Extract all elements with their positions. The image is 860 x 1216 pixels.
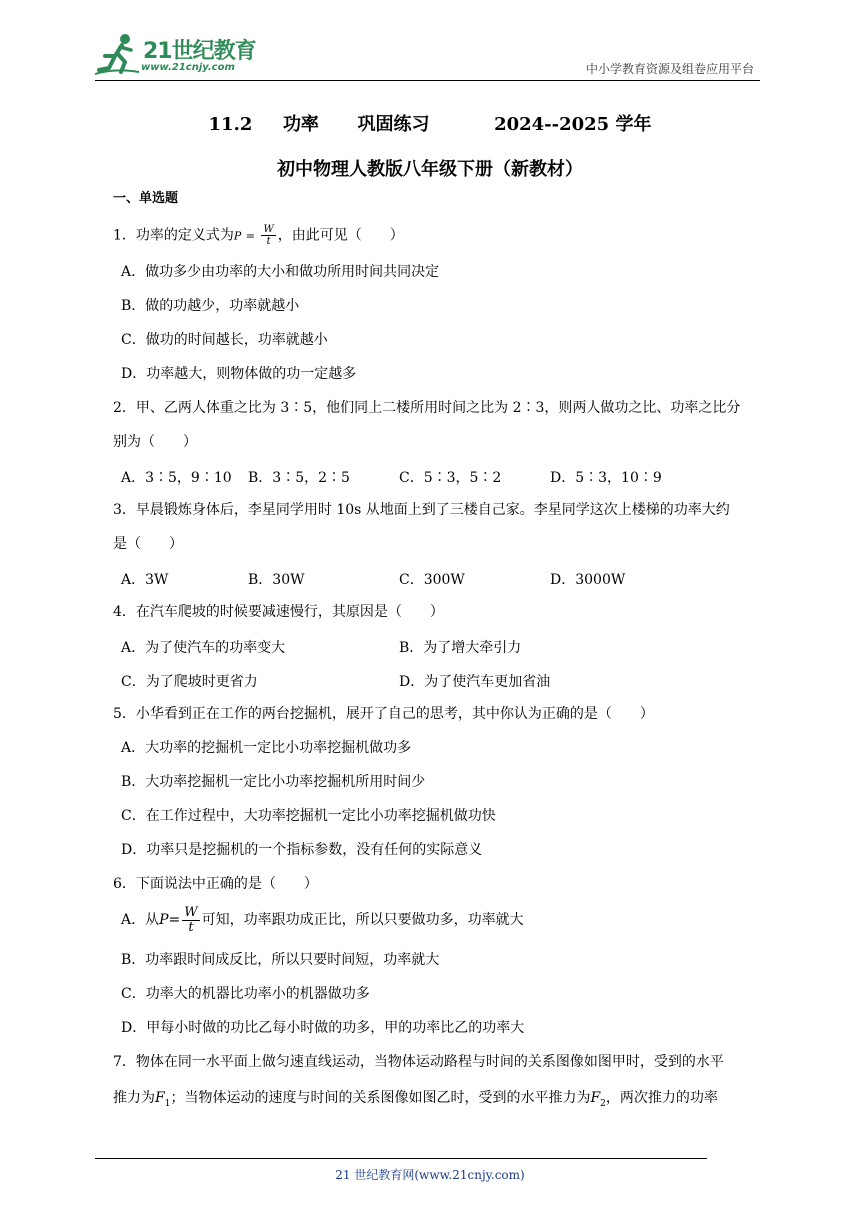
- q3-option-c: C．300W: [399, 572, 465, 588]
- q2-option-c: C．5∶3，5∶2: [399, 470, 502, 486]
- q6-option-a-prefix: A．从: [121, 912, 160, 928]
- question-2-line1: 2．甲、乙两人体重之比为 3∶5，他们同上二楼所用时间之比为 2∶3，则两人做功之比、功率之比分: [113, 400, 741, 416]
- question-6-stem: 6．下面说法中正确的是（ ）: [113, 876, 318, 892]
- q1-option-a: A．做功多少由功率的大小和做功所用时间共同决定: [121, 264, 440, 280]
- question-1-stem: [113, 224, 404, 247]
- q3-option-d: D．3000W: [550, 572, 626, 588]
- q6-option-a: [121, 905, 524, 935]
- page-header: [95, 30, 760, 81]
- logo-url: www.21cnjy.com: [141, 62, 235, 73]
- q7-f2-sub: 2: [600, 1098, 606, 1109]
- q1-option-d: D．功率越大，则物体做的功一定越多: [121, 366, 357, 382]
- q7-text-a: 推力为: [113, 1090, 155, 1106]
- q6-option-a-text: 可知，功率跟功成正比，所以只要做功多，功率就大: [201, 912, 524, 928]
- q6-fraction-den: t: [188, 919, 194, 935]
- q1-fraction-num: W: [263, 224, 274, 235]
- q5-option-c: C．在工作过程中，大功率挖掘机一定比小功率挖掘机做功快: [121, 808, 496, 824]
- q5-option-b: B．大功率挖掘机一定比小功率挖掘机所用时间少: [121, 774, 426, 790]
- runner-logo-icon: [95, 32, 141, 76]
- q2-option-d: D．5∶3，10∶9: [550, 470, 662, 486]
- q1-fraction-den: t: [266, 236, 271, 247]
- q1-option-c: C．做功的时间越长，功率就越小: [121, 332, 328, 348]
- q4-option-b: B．为了增大牵引力: [399, 640, 522, 656]
- question-2-line2: 别为（ ）: [113, 434, 197, 450]
- question-5-stem: 5．小华看到正在工作的两台挖掘机，展开了自己的思考，其中你认为正确的是（ ）: [113, 706, 654, 722]
- q7-text-c: ，两次推力的功率: [605, 1090, 718, 1106]
- q4-option-c: C．为了爬坡时更省力: [121, 674, 258, 690]
- q6-option-c: C．功率大的机器比功率小的机器做功多: [121, 986, 370, 1002]
- q2-option-b: B．3∶5，2∶5: [248, 470, 350, 486]
- q7-f2: F: [590, 1090, 601, 1106]
- title-code: 11.2: [208, 114, 253, 135]
- q4-option-a: A．为了使汽车的功率变大: [121, 640, 286, 656]
- section-heading: 一、单选题: [113, 191, 179, 206]
- q3-option-a: A．3W: [121, 572, 169, 588]
- logo: [95, 32, 270, 76]
- q6-formula-fraction: [182, 906, 199, 935]
- q3-option-b: B．30W: [248, 572, 305, 588]
- q5-option-d: D．功率只是挖掘机的一个指标参数，没有任何的实际意义: [121, 842, 483, 858]
- q6-formula-eq: =: [168, 912, 181, 928]
- q6-fraction-num: W: [184, 904, 198, 920]
- q4-option-d: D．为了使汽车更加省油: [399, 674, 551, 690]
- q6-option-b: B．功率跟时间成反比，所以只要时间短，功率就大: [121, 952, 440, 968]
- question-4-stem: 4．在汽车爬坡的时候要减速慢行，其原因是（ ）: [113, 604, 444, 620]
- q7-f1-sub: 1: [164, 1098, 171, 1109]
- platform-name: 中小学教育资源及组卷应用平台: [585, 62, 754, 76]
- page-title: [0, 110, 860, 136]
- q2-option-a: A．3∶5，9∶10: [121, 470, 232, 486]
- q5-option-a: A．大功率的挖掘机一定比小功率挖掘机做功多: [121, 740, 412, 756]
- q1-option-b: B．做的功越少，功率就越小: [121, 298, 300, 314]
- question-7-line1: 7．物体在同一水平面上做匀速直线运动，当物体运动路程与时间的关系图像如图甲时，受到的水平: [113, 1054, 724, 1070]
- q1-stem-end: ，由此可见（ ）: [277, 227, 404, 244]
- question-3-line1: 3．早晨锻炼身体后，李星同学用时 10s 从地面上到了三楼自己家。李星同学这次上楼梯的功率大约: [113, 502, 730, 518]
- q1-formula-p: P: [233, 229, 242, 243]
- q1-formula-fraction: [261, 224, 275, 247]
- page-subtitle: 初中物理人教版八年级下册（新教材）: [277, 159, 583, 180]
- q1-formula-eq: =: [245, 229, 255, 243]
- q7-text-b: ；当物体运动的速度与时间的关系图像如图乙时，受到的水平推力为: [170, 1090, 591, 1106]
- q6-formula-p: P: [159, 912, 169, 928]
- q1-stem-text: 1．功率的定义式为: [113, 227, 234, 244]
- q6-option-d: D．甲每小时做的功比乙每小时做的功多，甲的功率比乙的功率大: [121, 1020, 525, 1036]
- question-7-line2: [113, 1089, 718, 1113]
- title-topic: 功率: [282, 114, 319, 135]
- footer-divider: [95, 1158, 707, 1159]
- logo-text: 21世纪教育: [143, 39, 256, 64]
- title-year: 2024--2025 学年: [494, 114, 652, 135]
- question-3-line2: 是（ ）: [113, 536, 183, 552]
- footer-text: 21 世纪教育网(www.21cnjy.com): [335, 1168, 525, 1182]
- title-kind: 巩固练习: [357, 114, 430, 135]
- q7-f1: F: [155, 1090, 165, 1106]
